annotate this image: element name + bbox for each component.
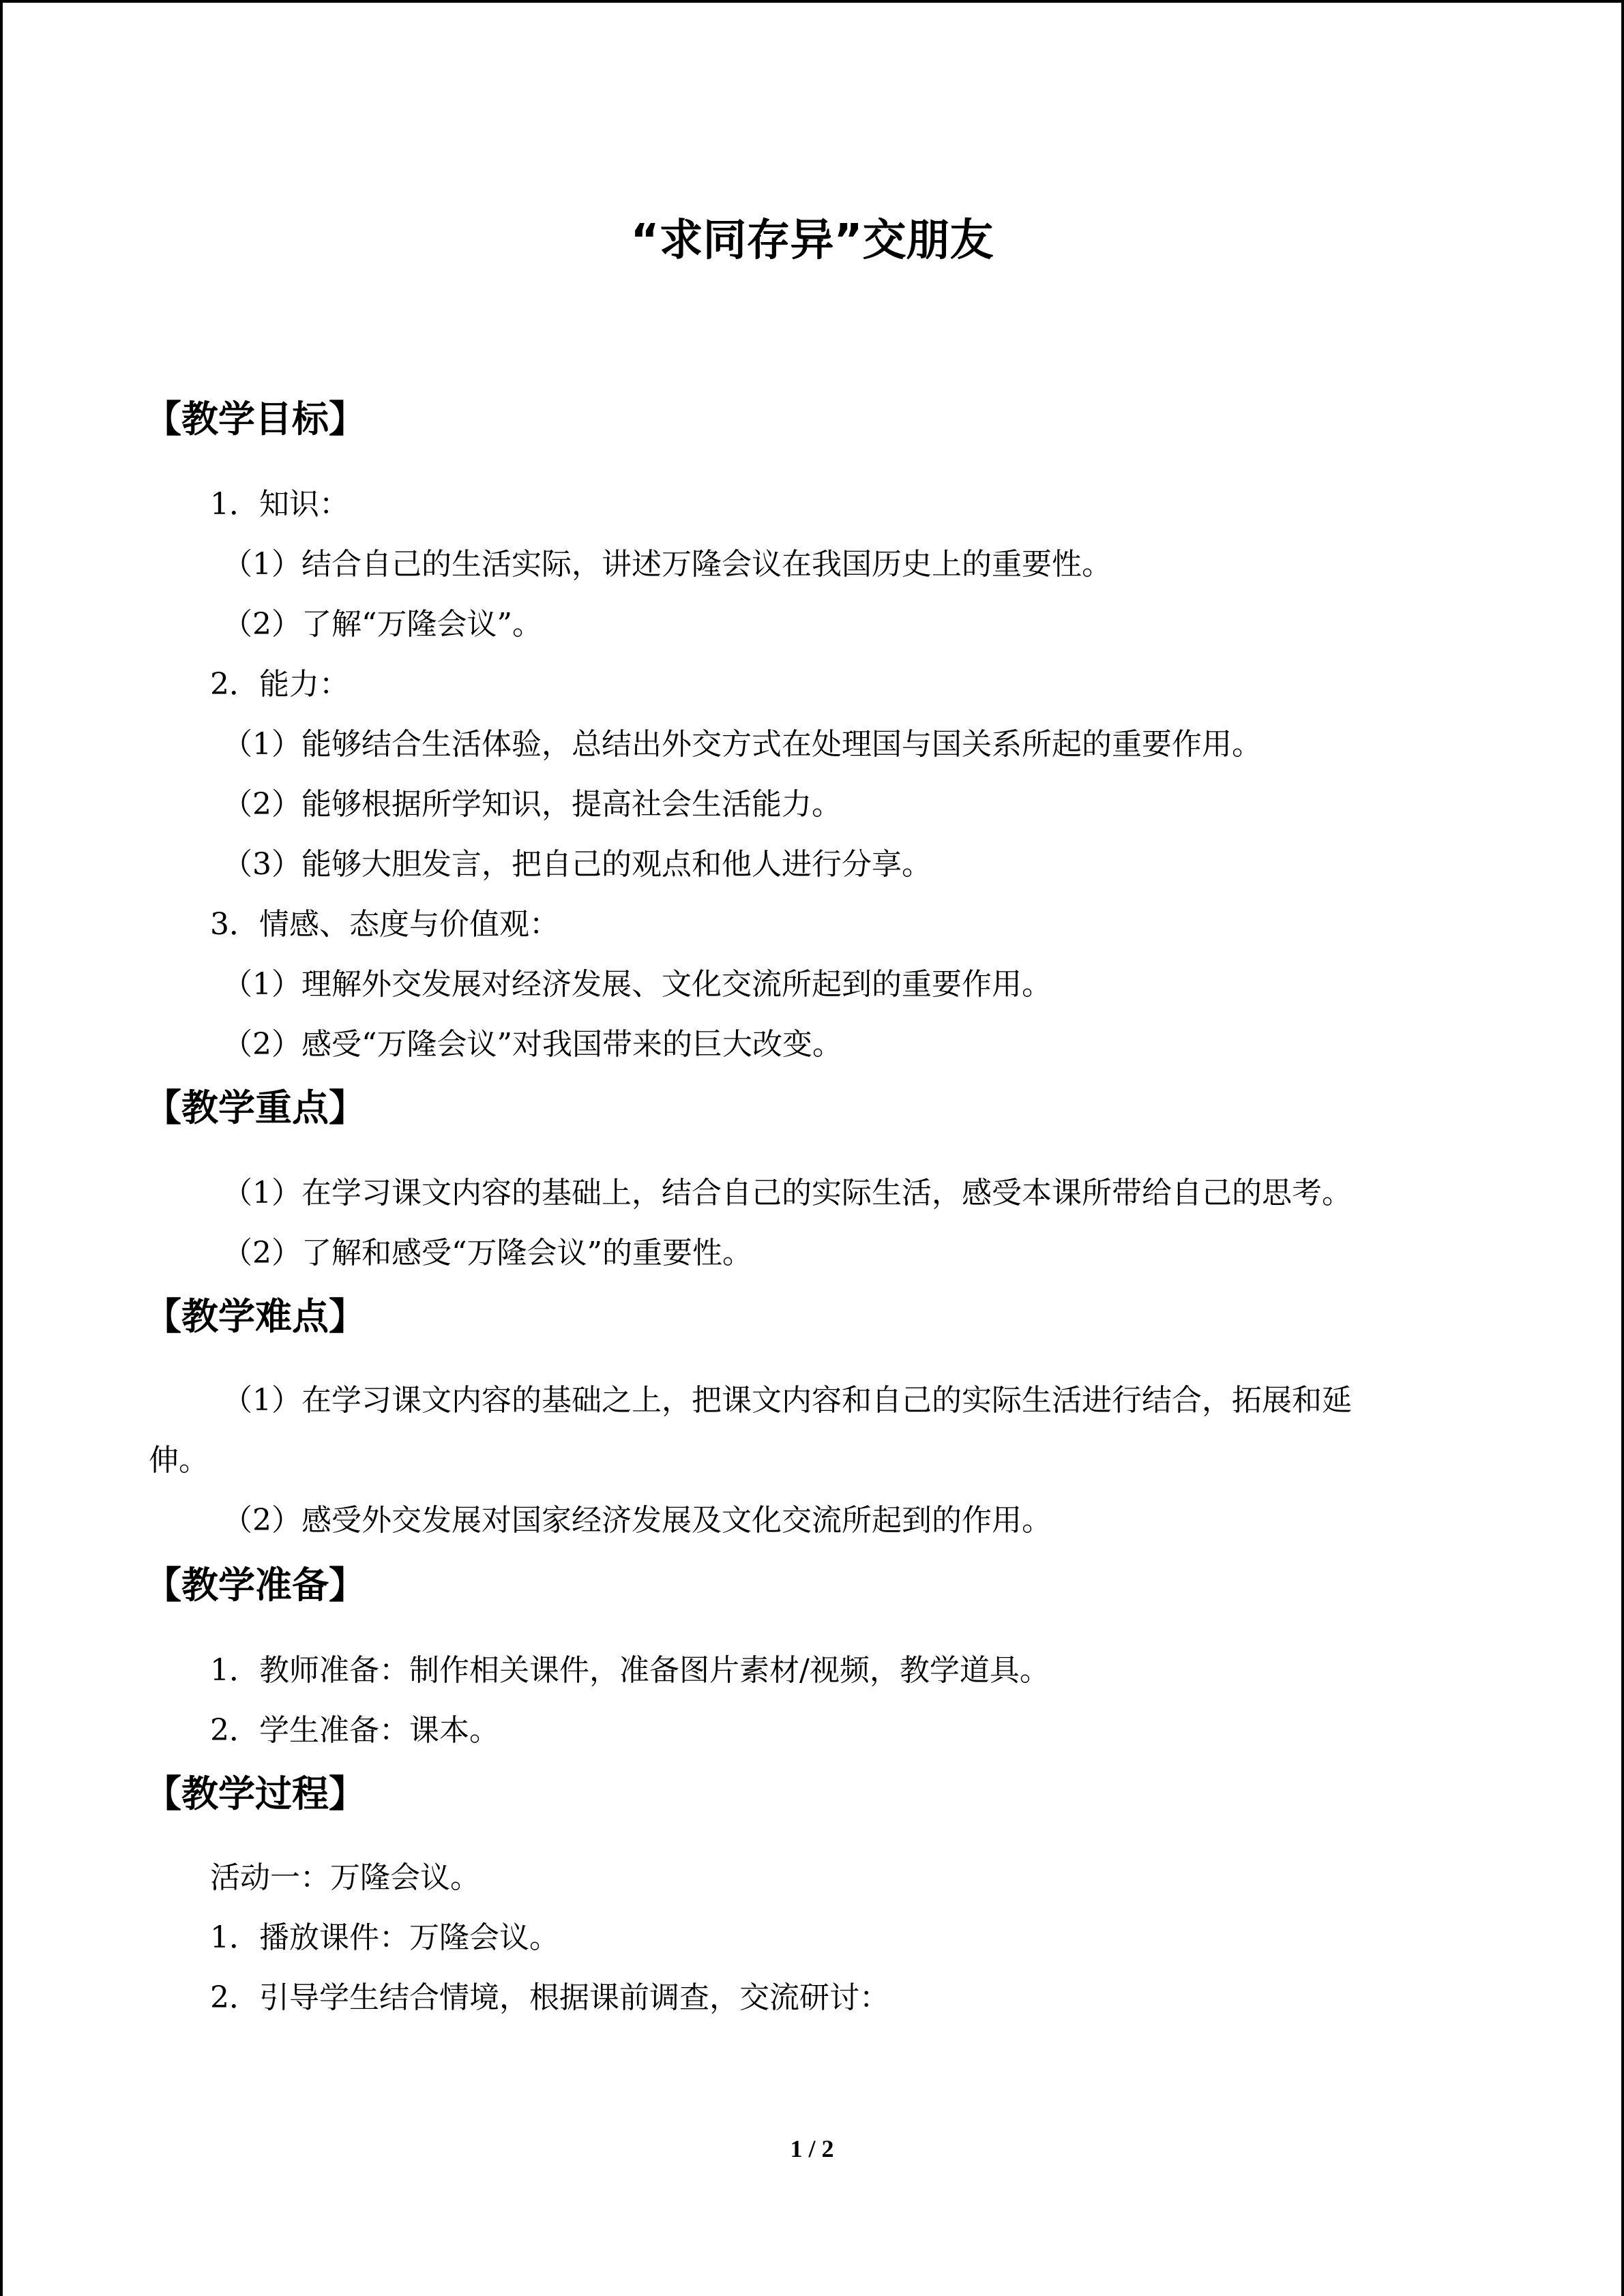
section-heading-preparation: 【教学准备】 xyxy=(145,1564,366,1607)
objective-line: （2）能够根据所学知识，提高社会生活能力。 xyxy=(222,787,842,822)
objective-line: （1）能够结合生活体验，总结出外交方式在处理国与国关系所起的重要作用。 xyxy=(222,727,1262,762)
objective-line: （1）理解外交发展对经济发展、文化交流所起到的重要作用。 xyxy=(222,967,1052,1002)
objective-line: （1）结合自己的生活实际，讲述万隆会议在我国历史上的重要性。 xyxy=(222,547,1112,582)
difficulty-line: 伸。 xyxy=(149,1443,209,1478)
difficulty-line: （2）感受外交发展对国家经济发展及文化交流所起到的作用。 xyxy=(222,1503,1052,1538)
preparation-line: 1．教师准备：制作相关课件，准备图片素材/视频，教学道具。 xyxy=(210,1653,1050,1688)
objective-line: 2．能力： xyxy=(210,667,349,702)
document-title: “求同存异”交朋友 xyxy=(630,215,994,266)
objective-line: （2）了解“万隆会议”。 xyxy=(222,607,542,642)
objective-line: （2）感受“万隆会议”对我国带来的巨大改变。 xyxy=(222,1027,842,1062)
objective-line: 1．知识： xyxy=(210,487,349,522)
difficulty-line: （1）在学习课文内容的基础之上，把课文内容和自己的实际生活进行结合，拓展和延 xyxy=(222,1383,1352,1418)
preparation-line: 2．学生准备：课本。 xyxy=(210,1713,499,1748)
objective-line: 3．情感、态度与价值观： xyxy=(210,907,559,942)
section-heading-key-points: 【教学重点】 xyxy=(145,1086,366,1129)
key-point-line: （2）了解和感受“万隆会议”的重要性。 xyxy=(222,1236,752,1270)
section-heading-difficulties: 【教学难点】 xyxy=(145,1295,366,1338)
process-line: 2．引导学生结合情境，根据课前调查，交流研讨： xyxy=(210,1980,889,2015)
page-number: 1 / 2 xyxy=(790,2135,834,2162)
process-line: 活动一：万隆会议。 xyxy=(210,1860,480,1895)
section-heading-objectives: 【教学目标】 xyxy=(145,398,366,441)
objective-line: （3）能够大胆发言，把自己的观点和他人进行分享。 xyxy=(222,847,932,882)
section-heading-process: 【教学过程】 xyxy=(145,1772,366,1815)
key-point-line: （1）在学习课文内容的基础上，结合自己的实际生活，感受本课所带给自己的思考。 xyxy=(222,1176,1352,1210)
process-line: 1．播放课件：万隆会议。 xyxy=(210,1920,559,1955)
